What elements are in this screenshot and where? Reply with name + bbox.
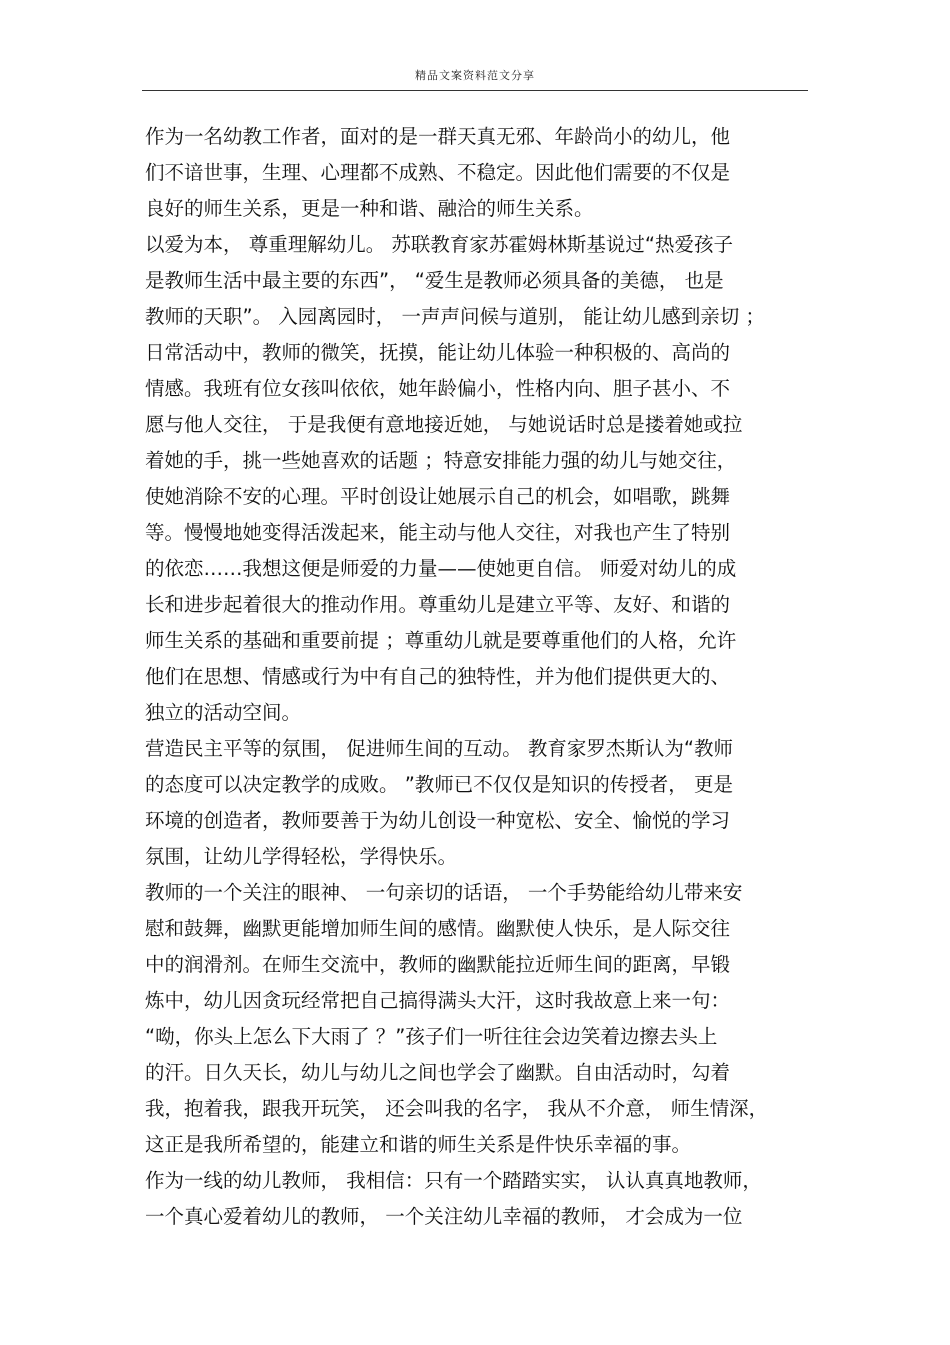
text-line: 中的润滑剂。在师生交流中，教师的幽默能拉近师生间的距离，早锻 bbox=[145, 953, 731, 976]
text-line: 这正是我所希望的，能建立和谐的师生关系是件快乐幸福的事。 bbox=[145, 1133, 692, 1156]
text-line: 的依恋……我想这便是师爱的力量——使她更自信。 师爱对幼儿的成 bbox=[145, 557, 737, 580]
text-line: 良好的师生关系，更是一种和谐、融洽的师生关系。 bbox=[145, 197, 594, 220]
text-line: 们不谙世事，生理、心理都不成熟、不稳定。因此他们需要的不仅是 bbox=[145, 161, 731, 184]
text-line: 教师的天职”。 入园离园时， 一声声问候与道别， 能让幼儿感到亲切 ； bbox=[145, 305, 765, 328]
text-line: 的汗。日久天长，幼儿与幼儿之间也学会了幽默。自由活动时，勾着 bbox=[145, 1061, 731, 1084]
text-line: 一个真心爱着幼儿的教师， 一个关注幼儿幸福的教师， 才会成为一位 bbox=[145, 1205, 743, 1228]
text-line: 作为一线的幼儿教师， 我相信：只有一个踏踏实实， 认认真真地教师， bbox=[145, 1169, 762, 1192]
text-line: 日常活动中，教师的微笑，抚摸，能让幼儿体验一种积极的、高尚的 bbox=[145, 341, 731, 364]
text-line: 环境的创造者，教师要善于为幼儿创设一种宽松、安全、愉悦的学习 bbox=[145, 809, 731, 832]
text-line: 愿与他人交往， 于是我便有意地接近她， 与她说话时总是搂着她或拉 bbox=[145, 413, 743, 436]
text-line: 是教师生活中最主要的东西”， “爱生是教师必须具备的美德， 也是 bbox=[145, 269, 724, 292]
text-line: 我，抱着我，跟我开玩笑， 还会叫我的名字， 我从不介意， 师生情深， bbox=[145, 1097, 769, 1120]
text-line: 使她消除不安的心理。平时创设让她展示自己的机会，如唱歌，跳舞 bbox=[145, 485, 731, 508]
text-line: 炼中，幼儿因贪玩经常把自己搞得满头大汗，这时我故意上来一句： bbox=[145, 989, 731, 1012]
text-line: “呦，你头上怎么下大雨了 ？”孩子们一听往往会边笑着边擦去头上 bbox=[145, 1025, 718, 1048]
text-line: 他们在思想、情感或行为中有自己的独特性，并为他们提供更大的、 bbox=[145, 665, 731, 688]
text-line: 长和进步起着很大的推动作用。尊重幼儿是建立平等、友好、和谐的 bbox=[145, 593, 731, 616]
text-line: 独立的活动空间。 bbox=[145, 701, 302, 724]
text-line: 着她的手，挑一些她喜欢的话题 ；特意安排能力强的幼儿与她交往， bbox=[145, 449, 737, 472]
text-line: 情感。我班有位女孩叫依依，她年龄偏小，性格内向、胆子甚小、不 bbox=[145, 377, 731, 400]
header-divider bbox=[142, 90, 808, 91]
text-line: 教师的一个关注的眼神、 一句亲切的话语， 一个手势能给幼儿带来安 bbox=[145, 881, 743, 904]
text-line: 的态度可以决定教学的成败。 ”教师已不仅仅是知识的传授者， 更是 bbox=[145, 773, 733, 796]
text-line: 师生关系的基础和重要前提 ；尊重幼儿就是要尊重他们的人格，允许 bbox=[145, 629, 737, 652]
document-body bbox=[145, 119, 810, 1235]
text-line: 作为一名幼教工作者，面对的是一群天真无邪、年龄尚小的幼儿，他 bbox=[145, 125, 731, 148]
text-line: 等。慢慢地她变得活泼起来，能主动与他人交往，对我也产生了特别 bbox=[145, 521, 731, 544]
page-header: 精品文案资料范文分享 bbox=[415, 69, 535, 82]
text-line: 以爱为本， 尊重理解幼儿。 苏联教育家苏霍姆林斯基说过“热爱孩子 bbox=[145, 233, 733, 256]
text-line: 慰和鼓舞，幽默更能增加师生间的感情。幽默使人快乐，是人际交往 bbox=[145, 917, 731, 940]
text-line: 氛围，让幼儿学得轻松，学得快乐。 bbox=[145, 845, 458, 868]
text-line: 营造民主平等的氛围， 促进师生间的互动。 教育家罗杰斯认为“教师 bbox=[145, 737, 733, 760]
